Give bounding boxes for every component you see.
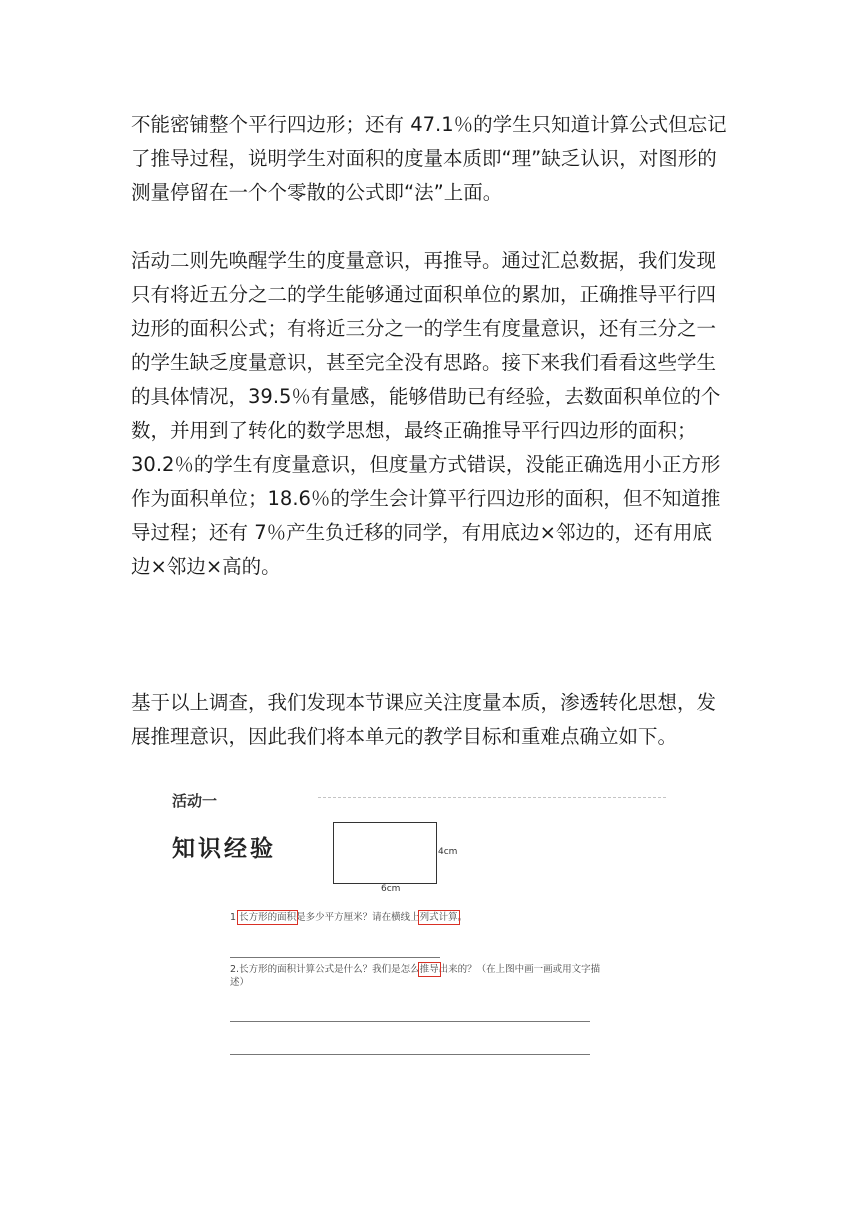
text-line: 了推导过程，说明学生对面积的度量本质即“理”缺乏认识，对图形的 bbox=[131, 147, 717, 170]
question-1-prefix: 1. bbox=[230, 912, 240, 923]
text-line: 活动二则先唤醒学生的度量意识，再推导。通过汇总数据，我们发现 bbox=[131, 249, 717, 272]
question-2-suffix: 出来的？（在上图中画一画或用文字描 bbox=[438, 964, 601, 975]
text-line: 30.2％的学生有度量意识，但度量方式错误，没能正确选用小正方形 bbox=[131, 453, 721, 476]
question-2 bbox=[230, 963, 600, 976]
text-line: 测量停留在一个个零散的公式即“法”上面。 bbox=[131, 181, 503, 204]
highlight-calculate: 列式计算 bbox=[419, 912, 458, 923]
text-line: 边形的面积公式；有将近三分之一的学生有度量意识，还有三分之一 bbox=[131, 317, 717, 340]
highlight-area-term: 长方形的面积 bbox=[239, 912, 297, 923]
text-line: 的具体情况，39.5％有量感，能够借助已有经验，去数面积单位的个 bbox=[131, 385, 721, 408]
dashed-divider bbox=[318, 797, 666, 798]
question-1-suffix: 。 bbox=[457, 912, 468, 923]
rectangle-shape bbox=[333, 822, 437, 884]
text-line: 基于以上调查，我们发现本节课应关注度量本质，渗透转化思想，发 bbox=[131, 691, 717, 714]
question-2-prefix: 2.长方形的面积计算公式是什么？我们是怎么 bbox=[230, 964, 420, 975]
text-line: 的学生缺乏度量意识，甚至完全没有思路。接下来我们看看这些学生 bbox=[131, 351, 717, 374]
section-title: 知识经验 bbox=[172, 836, 276, 862]
text-line: 数，并用到了转化的数学思想，最终正确推导平行四边形的面积； bbox=[131, 419, 697, 442]
height-label: 4cm bbox=[438, 847, 458, 857]
answer-line-2 bbox=[230, 1021, 590, 1022]
worksheet-figure bbox=[160, 780, 680, 1080]
text-line: 不能密铺整个平行四边形；还有 47.1％的学生只知道计算公式但忘记 bbox=[131, 113, 727, 136]
text-line: 边×邻边×高的。 bbox=[131, 555, 281, 578]
answer-line-1 bbox=[230, 957, 440, 958]
question-1-middle: 是多少平方厘米？请在横线上 bbox=[296, 912, 420, 923]
text-line: 只有将近五分之二的学生能够通过面积单位的累加，正确推导平行四 bbox=[131, 283, 717, 306]
paragraph-2 bbox=[131, 244, 731, 584]
paragraph-1 bbox=[131, 108, 731, 210]
text-line: 展推理意识，因此我们将本单元的教学目标和重难点确立如下。 bbox=[131, 725, 678, 748]
highlight-derive: 推导 bbox=[419, 964, 439, 975]
question-1 bbox=[230, 911, 467, 924]
text-line: 作为面积单位；18.6％的学生会计算平行四边形的面积，但不知道推 bbox=[131, 487, 721, 510]
question-2-continued: 述） bbox=[230, 977, 250, 988]
activity-title: 活动一 bbox=[172, 792, 218, 810]
text-line: 导过程；还有 7％产生负迁移的同学，有用底边×邻边的，还有用底 bbox=[131, 521, 712, 544]
width-label: 6cm bbox=[381, 884, 401, 894]
paragraph-3 bbox=[131, 686, 731, 754]
answer-line-3 bbox=[230, 1054, 590, 1055]
